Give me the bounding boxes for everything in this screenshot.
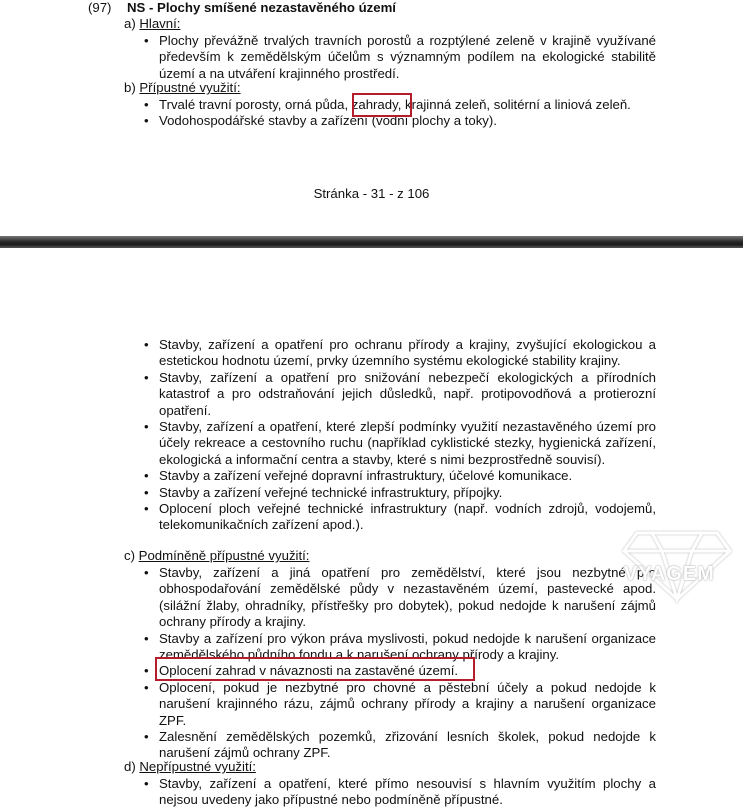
main-use-list — [141, 33, 656, 82]
subsection-b-title: Přípustné využití: — [139, 80, 241, 95]
list-item: • Oplocení ploch veřejné technické infrastruktury (např. vodních zdrojů, vodojemů, telekomunikačních zařízení apod.). — [141, 501, 656, 534]
list-item-highlighted: • Oplocení zahrad v návaznosti na zastavěné území. — [141, 663, 656, 679]
highlight-box-oploceni — [155, 657, 475, 681]
subsection-a-title: Hlavní: — [139, 16, 181, 31]
highlight-box-zahrady — [352, 93, 412, 117]
subsection-c-title: Podmíněně přípustné využití: — [138, 548, 310, 563]
list-item: • Stavby a zařízení pro výkon práva myslivosti, pokud nedojde k narušení organizace zemědělského půdního fondu a k narušení ochrany přírody a krajiny. — [141, 631, 656, 664]
subsection-c: c) Podmíněně přípustné využití: — [124, 548, 310, 563]
list-item: • Vodohospodářské stavby a zařízení (vodní plochy a toky). — [141, 113, 656, 129]
subsection-b: b) Přípustné využití: — [124, 80, 241, 95]
permitted-use-continued-list — [141, 337, 656, 534]
section-heading: NS - Plochy smíšené nezastavěného území — [127, 0, 396, 15]
highlighted-word-zahrady: zahrady, — [351, 97, 402, 112]
prohibited-use-list — [141, 776, 656, 809]
watermark-text: VYAGEM — [624, 563, 715, 585]
list-item: • Trvalé travní porosty, orná půda, zahrady, krajinná zeleň, solitérní a liniová zeleň. — [141, 97, 656, 113]
list-item: • Stavby a zařízení veřejné dopravní infrastruktury, účelové komunikace. — [141, 468, 656, 484]
list-item: • Stavby, zařízení a opatření, které zlepší podmínky využití nezastavěného území pro účely rekreace a cestovního ruchu (například cyklistické stezky, hygienická zařízení, ekologická a informační centra a stavby, které s nimi bezprostředně souvisí). — [141, 419, 656, 468]
page-31-fragment — [0, 0, 743, 236]
subsection-a: a) Hlavní: — [124, 16, 181, 31]
list-item: • Stavby, zařízení a opatření pro snižování nebezpečí ekologických a přírodních katastrof a pro odstraňování jejich důsledků, např. protipovodňová a protierozní opatření. — [141, 370, 656, 419]
list-item: • Plochy převážně trvalých travních porostů a rozptýlené zeleně v krajině využívané především k zemědělským účelům s významným podílem na ekologické stabilitě území a na utváření krajinného prostředí. — [141, 33, 656, 82]
list-item: • Stavby, zařízení a opatření pro ochranu přírody a krajiny, zvyšující ekologickou a estetickou hodnotu území, prvky územního systému ekologické stability krajiny. — [141, 337, 656, 370]
diamond-logo-icon — [612, 515, 742, 605]
subsection-d: d) Nepřípustné využití: — [124, 759, 256, 774]
list-item: • Oplocení, pokud je nezbytné pro chovné a pěstební účely a pokud nedojde k narušení krajinného rázu, zájmů ochrany přírody a krajiny a narušení organizace ZPF. — [141, 680, 656, 729]
page-footer: Stránka - 31 - z 106 — [313, 186, 430, 201]
list-item: • Zalesnění zemědělských pozemků, zřizování lesních školek, pokud nedojde k narušení zájmů ochrany ZPF. — [141, 729, 656, 762]
list-item: • Stavby a zařízení veřejné technické infrastruktury, přípojky. — [141, 485, 656, 501]
page-separator — [0, 236, 743, 248]
section-number: (97) — [88, 0, 112, 15]
list-item: • Stavby, zařízení a jiná opatření pro zemědělství, které jsou nezbytné pro obhospodařování zemědělské půdy v nezastavěném území, pastevecké apod. (silážní žlaby, ohradníky, přístřešky pro dobytek), pokud nedojde k narušení zájmů ochrany přírody a krajiny. — [141, 565, 656, 631]
subsection-d-title: Nepřípustné využití: — [139, 759, 256, 774]
list-item: • Stavby, zařízení a opatření, které přímo nesouvisí s hlavním využitím plochy a nejsou uvedeny jako přípustné nebo podmíněně přípustné. — [141, 776, 656, 809]
